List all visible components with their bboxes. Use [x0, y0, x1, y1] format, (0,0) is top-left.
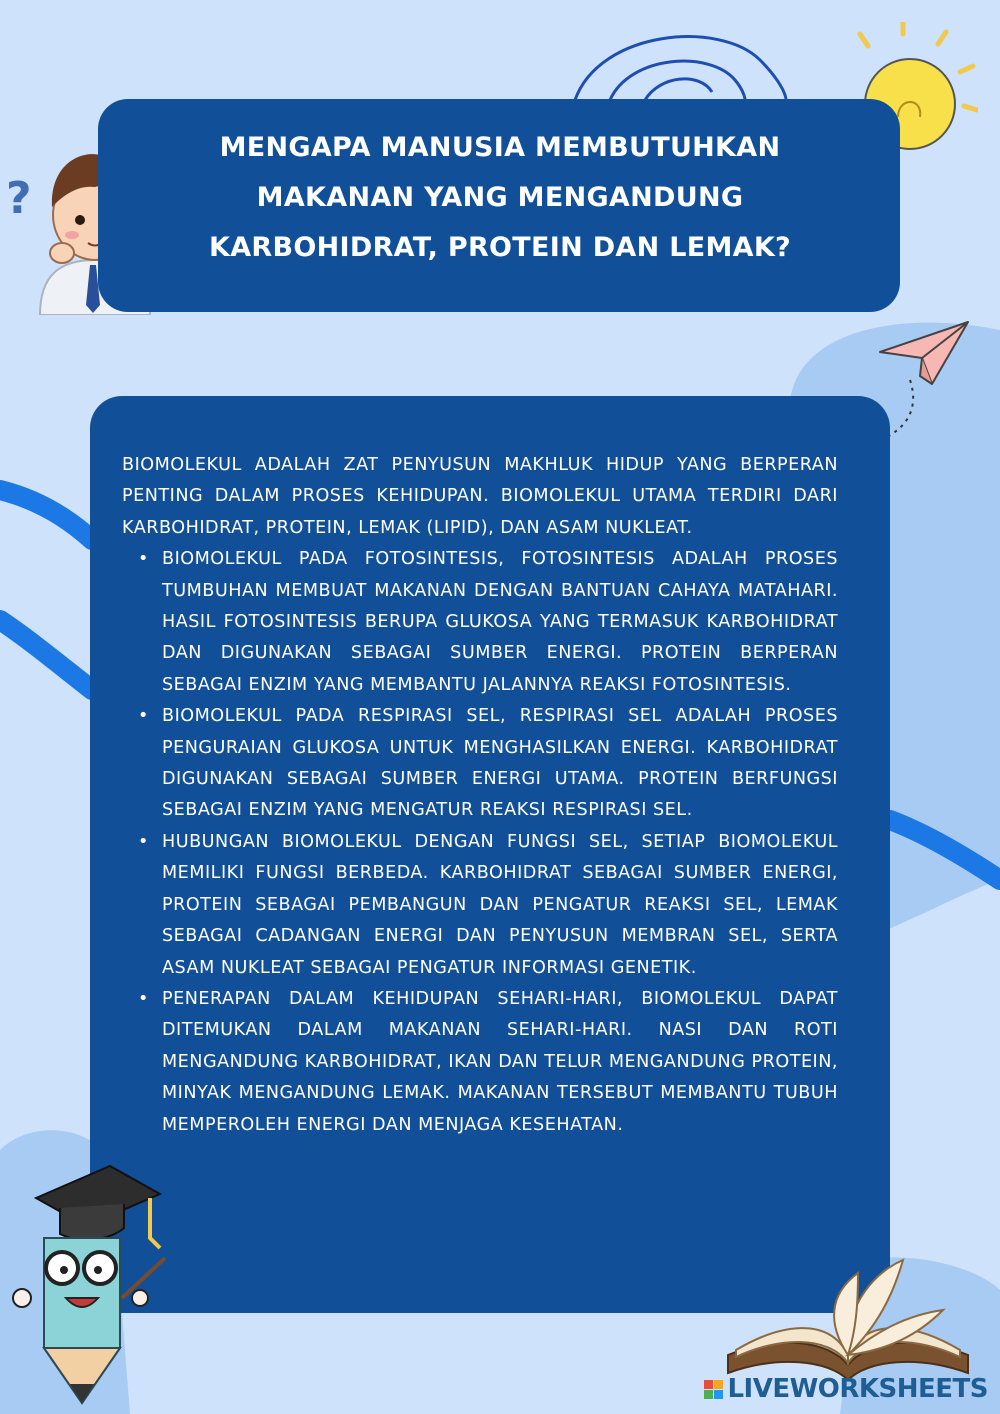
svg-text:?: ?: [6, 173, 32, 224]
list-item: • PENERAPAN DALAM KEHIDUPAN SEHARI-HARI, BIOMOLEKUL DAPAT DITEMUKAN DALAM MAKANAN SEHARI-HARI. NASI DAN ROTI MENGANDUNG KARBOHIDRAT, IKAN DAN TELUR MENGANDUNG PROTEIN, MINYAK MENGANDUNG LEMAK. MAKANAN TERSEBUT MEMBANTU TUBUH MEMPEROLEH ENERGI DAN MENJAGA KESEHATAN.: [162, 984, 838, 1141]
arc-lines: [575, 37, 786, 103]
wave-left-top: [0, 490, 92, 540]
page-title: MENGAPA MANUSIA MEMBUTUHKAN MAKANAN YANG MENGANDUNG KARBOHIDRAT, PROTEIN DAN LEMAK?: [208, 132, 792, 263]
bullet-list: [122, 544, 838, 1141]
paper-plane-icon: [876, 318, 972, 388]
liveworksheets-logo-icon: [704, 1380, 723, 1399]
pencil-graduate-icon: [0, 1148, 175, 1408]
open-book-icon: [718, 1255, 978, 1385]
list-item: • BIOMOLEKUL PADA FOTOSINTESIS, FOTOSINTESIS ADALAH PROSES TUMBUHAN MEMBUAT MAKANAN DENGAN BANTUAN CAHAYA MATAHARI. HASIL FOTOSINTESIS BERUPA GLUKOSA YANG TERMASUK KARBOHIDRAT DAN DIGUNAKAN SEBAGAI SUMBER ENERGI. PROTEIN BERPERAN SEBAGAI ENZIM YANG MEMBANTU JALANNYA REAKSI FOTOSINTESIS.: [162, 544, 838, 701]
list-item: • HUBUNGAN BIOMOLEKUL DENGAN FUNGSI SEL, SETIAP BIOMOLEKUL MEMILIKI FUNGSI BERBEDA. KARBOHIDRAT SEBAGAI SUMBER ENERGI, PROTEIN SEBAGAI PEMBANGUN DAN PENGATUR REAKSI SEL, LEMAK SEBAGAI CADANGAN ENERGI DAN PENYUSUN MEMBRAN SEL, SERTA ASAM NUKLEAT SEBAGAI PENGATUR INFORMASI GENETIK.: [162, 827, 838, 984]
liveworksheets-watermark: [704, 1374, 988, 1404]
watermark-text: LIVEWORKSHEETS: [727, 1374, 988, 1404]
list-item: • BIOMOLEKUL PADA RESPIRASI SEL, RESPIRASI SEL ADALAH PROSES PENGURAIAN GLUKOSA UNTUK MENGHASILKAN ENERGI. KARBOHIDRAT DIGUNAKAN SEBAGAI SUMBER ENERGI UTAMA. PROTEIN BERFUNGSI SEBAGAI ENZIM YANG MENGATUR REAKSI RESPIRASI SEL.: [162, 701, 838, 827]
content-body: [122, 450, 838, 1141]
intro-paragraph: BIOMOLEKUL ADALAH ZAT PENYUSUN MAKHLUK HIDUP YANG BERPERAN PENTING DALAM PROSES KEHIDUPAN. BIOMOLEKUL UTAMA TERDIRI DARI KARBOHIDRAT, PROTEIN, LEMAK (LIPID), DAN ASAM NUKLEAT.: [122, 455, 838, 538]
wave-left-mid: [0, 620, 92, 690]
